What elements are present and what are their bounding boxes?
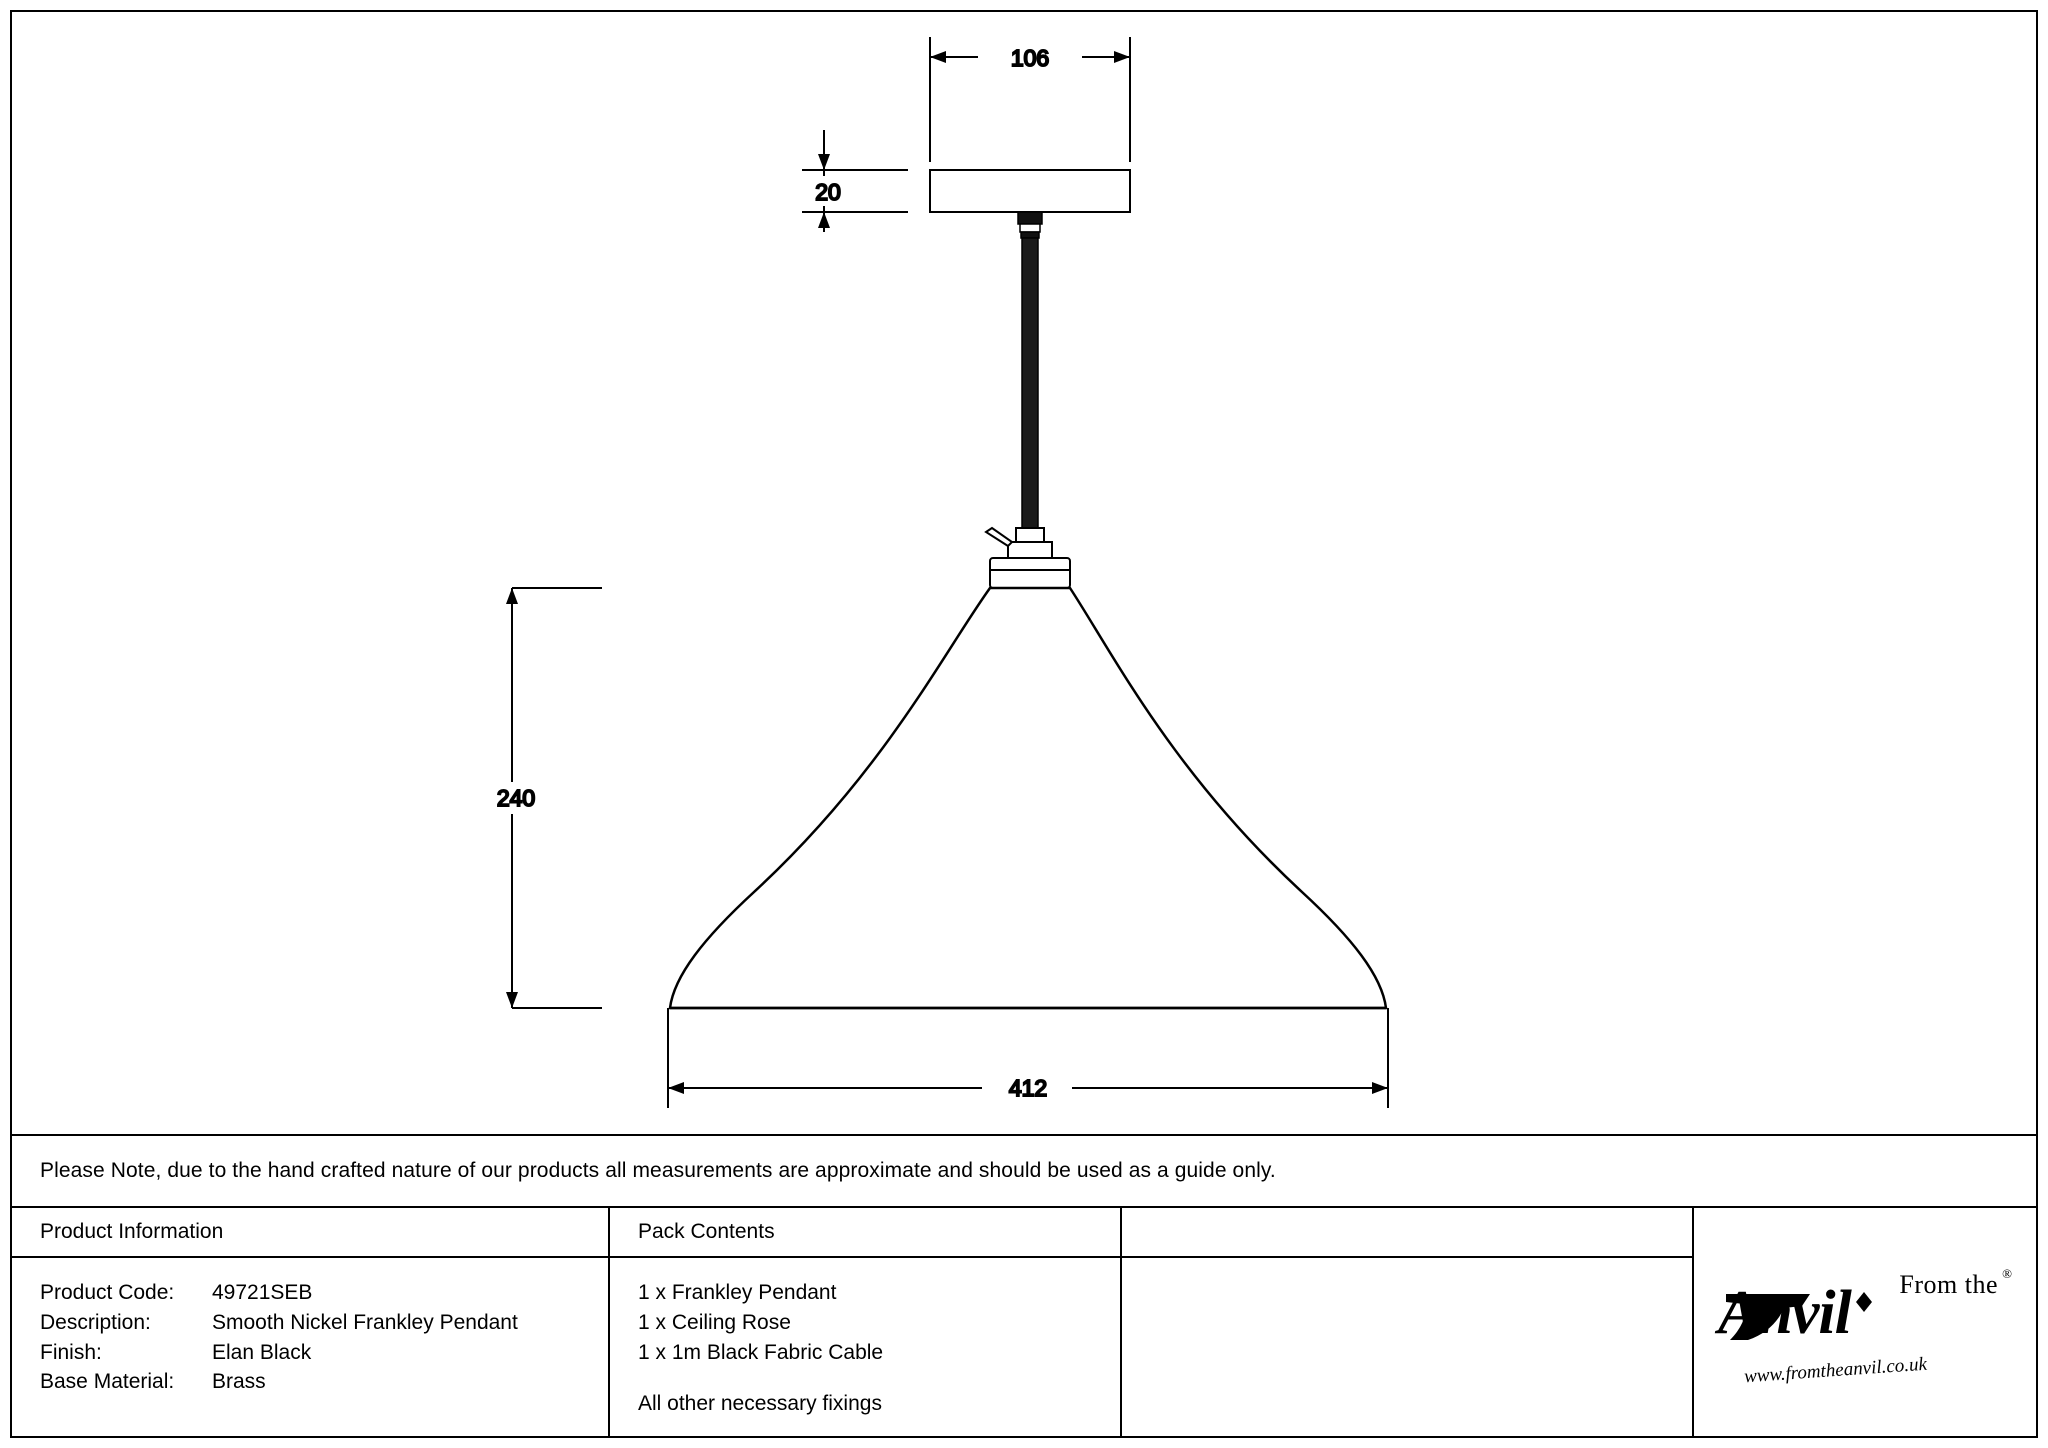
blank-column-heading (1122, 1208, 1692, 1258)
blank-column (1122, 1208, 1694, 1436)
product-row-finish (40, 1338, 608, 1368)
finish-label: Finish: (40, 1340, 102, 1364)
blank-column-body (1122, 1258, 1692, 1278)
dimension-label-20: 20 (815, 179, 841, 205)
pack-spacer (638, 1367, 1120, 1389)
finish-value: Elan Black (212, 1340, 312, 1364)
pack-contents-heading: Pack Contents (610, 1208, 1120, 1258)
pack-item: 1 x Frankley Pendant (638, 1281, 837, 1304)
info-table (12, 1206, 2036, 1436)
description-value: Smooth Nickel Frankley Pendant (212, 1310, 518, 1334)
description-label: Description: (40, 1310, 151, 1334)
logo-anvil-text: Anvil (1718, 1279, 1851, 1347)
brand-logo (1694, 1208, 2034, 1438)
pack-item: 1 x 1m Black Fabric Cable (638, 1340, 884, 1364)
logo-from-the-text: From the (1899, 1270, 1998, 1299)
pack-contents-body (610, 1258, 1120, 1419)
base-material-value: Brass (212, 1370, 266, 1394)
logo-url-text: www.fromtheanvil.co.uk (1743, 1353, 1928, 1388)
product-code-value: 49721SEB (212, 1281, 313, 1304)
base-material-label: Base Material: (40, 1370, 175, 1394)
product-row-base-material (40, 1367, 608, 1397)
note-row (12, 1134, 2036, 1206)
dimension-label-106: 106 (1010, 45, 1050, 71)
product-information-column (12, 1208, 610, 1436)
logo-registered-mark: ® (2002, 1266, 2012, 1281)
product-row-description (40, 1308, 608, 1338)
dimension-label-240: 240 (496, 785, 536, 811)
product-information-body (12, 1258, 608, 1397)
pendant-shade (670, 588, 1386, 1008)
product-row-code (40, 1278, 608, 1308)
note-text: Please Note, due to the hand crafted nature of our products all measurements are approximate and should be used as a guide only. (40, 1159, 1276, 1182)
product-code-label: Product Code: (40, 1281, 175, 1304)
logo-column (1694, 1208, 2034, 1436)
lamp-holder (986, 528, 1070, 588)
pendant-cable (1018, 212, 1042, 528)
pack-contents-footer: All other necessary fixings (638, 1392, 882, 1416)
product-information-heading: Product Information (12, 1208, 608, 1258)
dimension-label-412: 412 (1008, 1075, 1048, 1101)
ceiling-rose (930, 170, 1130, 212)
pack-item: 1 x Ceiling Rose (638, 1310, 791, 1334)
drawing-area (12, 12, 2036, 1134)
pack-contents-column (610, 1208, 1122, 1436)
